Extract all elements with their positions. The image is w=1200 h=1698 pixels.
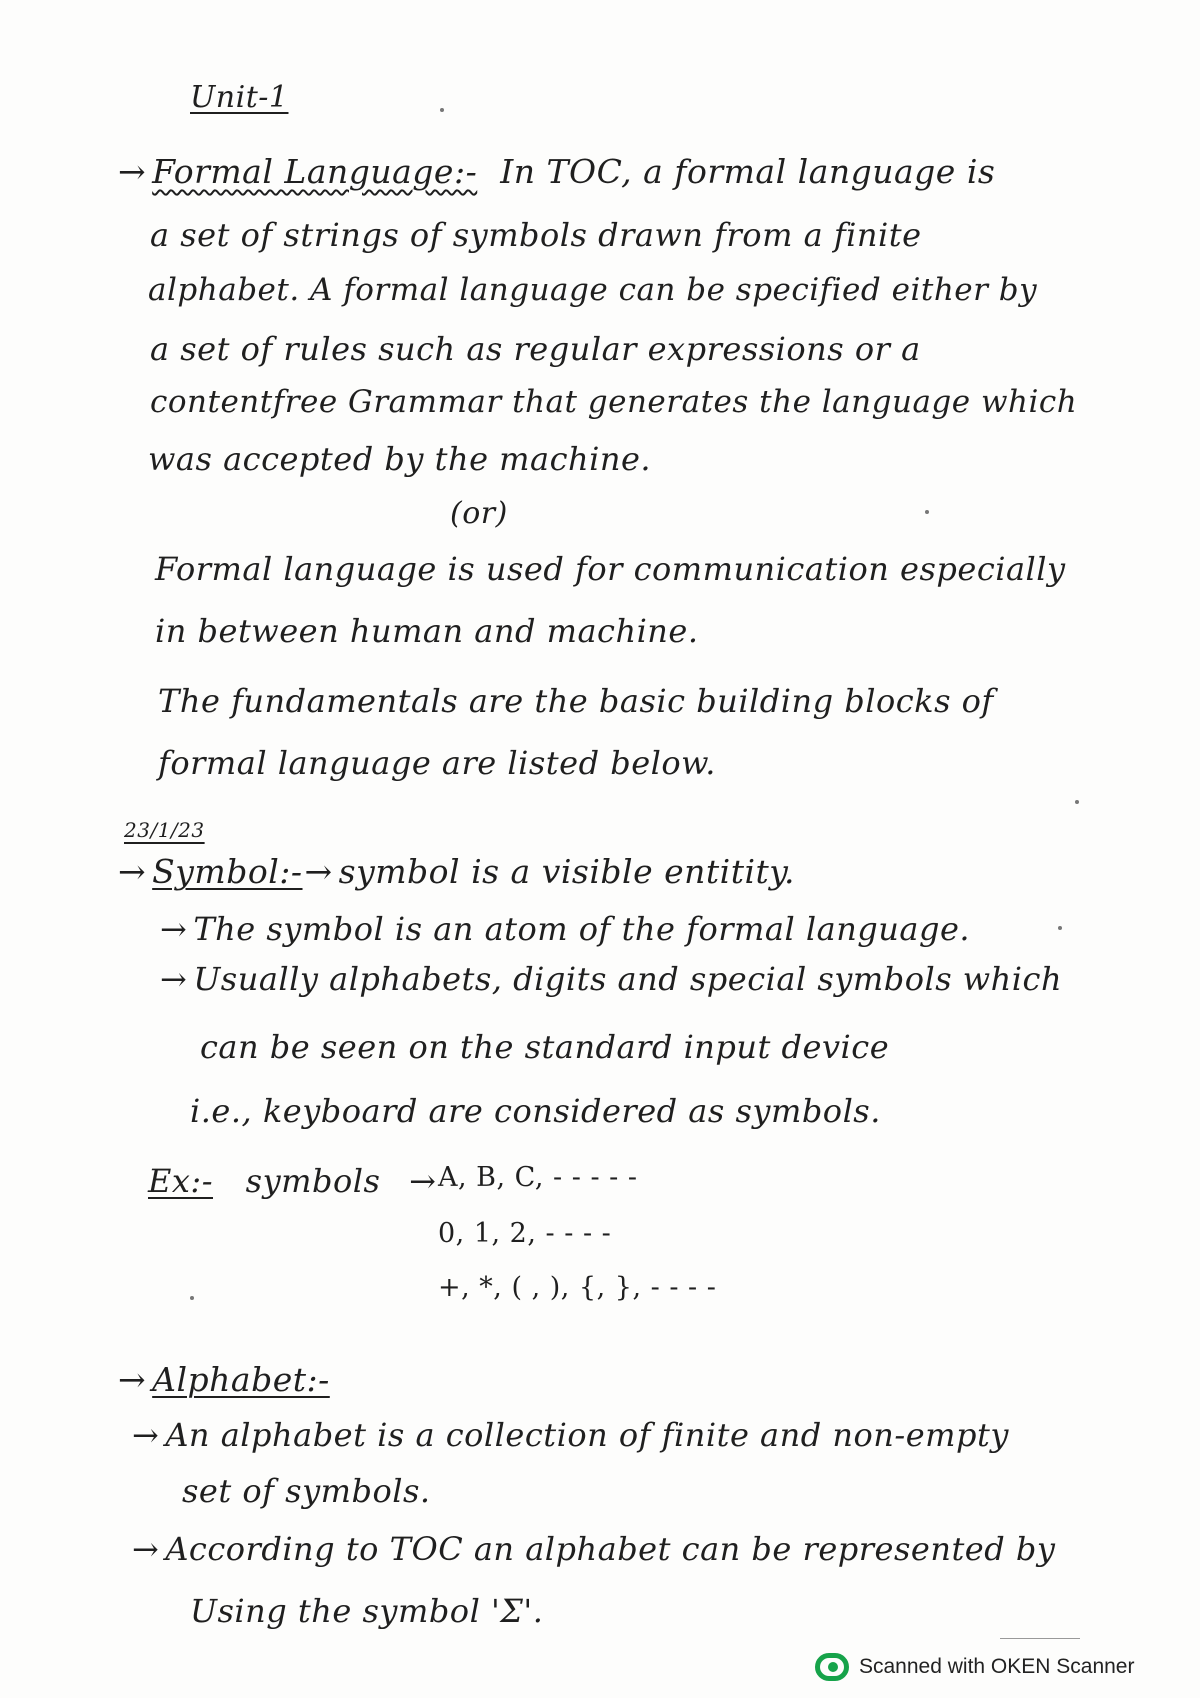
alt-definition-line: Formal language is used for communication especially: [155, 550, 1066, 588]
alphabet-point: According to TOC an alphabet can be represented by: [165, 1530, 1056, 1568]
arrow-icon: →: [132, 1416, 160, 1454]
arrow-icon: →: [409, 1162, 437, 1200]
alphabet-title-line: [118, 1360, 330, 1399]
formal-language-line: In TOC, a formal language is: [500, 152, 996, 191]
unit-heading: Unit-1: [190, 80, 289, 115]
scanner-watermark: [815, 1653, 1134, 1681]
scan-speck: [440, 108, 444, 112]
symbol-title: Symbol:-: [152, 852, 303, 891]
formal-language-line: a set of rules such as regular expressions or a: [150, 330, 921, 368]
scanner-text: Scanned with OKEN Scanner: [859, 1655, 1135, 1678]
symbol-point-line: [160, 910, 970, 948]
alphabet-title: Alphabet:-: [152, 1360, 330, 1399]
scan-speck: [1075, 800, 1079, 804]
symbol-title-line: [118, 852, 795, 891]
example-row: A, B, C, - - - - -: [438, 1162, 638, 1193]
arrow-icon: →: [304, 852, 333, 891]
alphabet-point: set of symbols.: [182, 1472, 431, 1510]
example-row: +, *, ( , ), {, }, - - - -: [438, 1272, 717, 1303]
date-note: 23/1/23: [124, 818, 205, 842]
symbol-point: i.e., keyboard are considered as symbols.: [190, 1092, 881, 1130]
arrow-icon: →: [118, 852, 147, 891]
alphabet-point: Using the symbol 'Σ'.: [190, 1592, 544, 1630]
or-label: (or): [450, 496, 508, 531]
footer-rule: [1000, 1638, 1080, 1639]
example-row: 0, 1, 2, - - - -: [438, 1218, 612, 1249]
formal-language-line: alphabet. A formal language can be specified either by: [148, 272, 1038, 308]
arrow-icon: →: [132, 1530, 160, 1568]
formal-language-line: a set of strings of symbols drawn from a finite: [150, 216, 922, 254]
symbol-point: The symbol is an atom of the formal language.: [193, 910, 971, 948]
example-line: [148, 1162, 442, 1200]
scan-speck: [1058, 926, 1062, 930]
scan-speck: [925, 510, 929, 514]
alphabet-point-line: [132, 1530, 1055, 1568]
alphabet-point-line: [132, 1416, 1009, 1454]
arrow-icon: →: [118, 1360, 147, 1399]
formal-language-title-line: [118, 152, 995, 191]
symbol-point-line: [160, 960, 1062, 998]
formal-language-line: was accepted by the machine.: [148, 440, 652, 478]
arrow-icon: →: [160, 910, 188, 948]
symbol-point: Usually alphabets, digits and special symbols which: [193, 960, 1063, 998]
symbol-point: can be seen on the standard input device: [200, 1028, 890, 1066]
example-head: symbols: [245, 1162, 381, 1200]
example-label: Ex:-: [148, 1162, 213, 1200]
fundamentals-line: formal language are listed below.: [158, 744, 716, 782]
symbol-definition: symbol is a visible entitity.: [338, 852, 796, 891]
alphabet-point: An alphabet is a collection of finite and non-empty: [165, 1416, 1009, 1454]
scan-speck: [190, 1296, 194, 1300]
arrow-icon: →: [160, 960, 188, 998]
fundamentals-line: The fundamentals are the basic building blocks of: [158, 682, 994, 720]
arrow-icon: →: [118, 152, 147, 191]
scanner-logo-icon: [815, 1653, 849, 1681]
formal-language-line: contentfree Grammar that generates the language which: [150, 384, 1078, 420]
alt-definition-line: in between human and machine.: [155, 612, 699, 650]
formal-language-title: Formal Language:-: [152, 152, 478, 191]
